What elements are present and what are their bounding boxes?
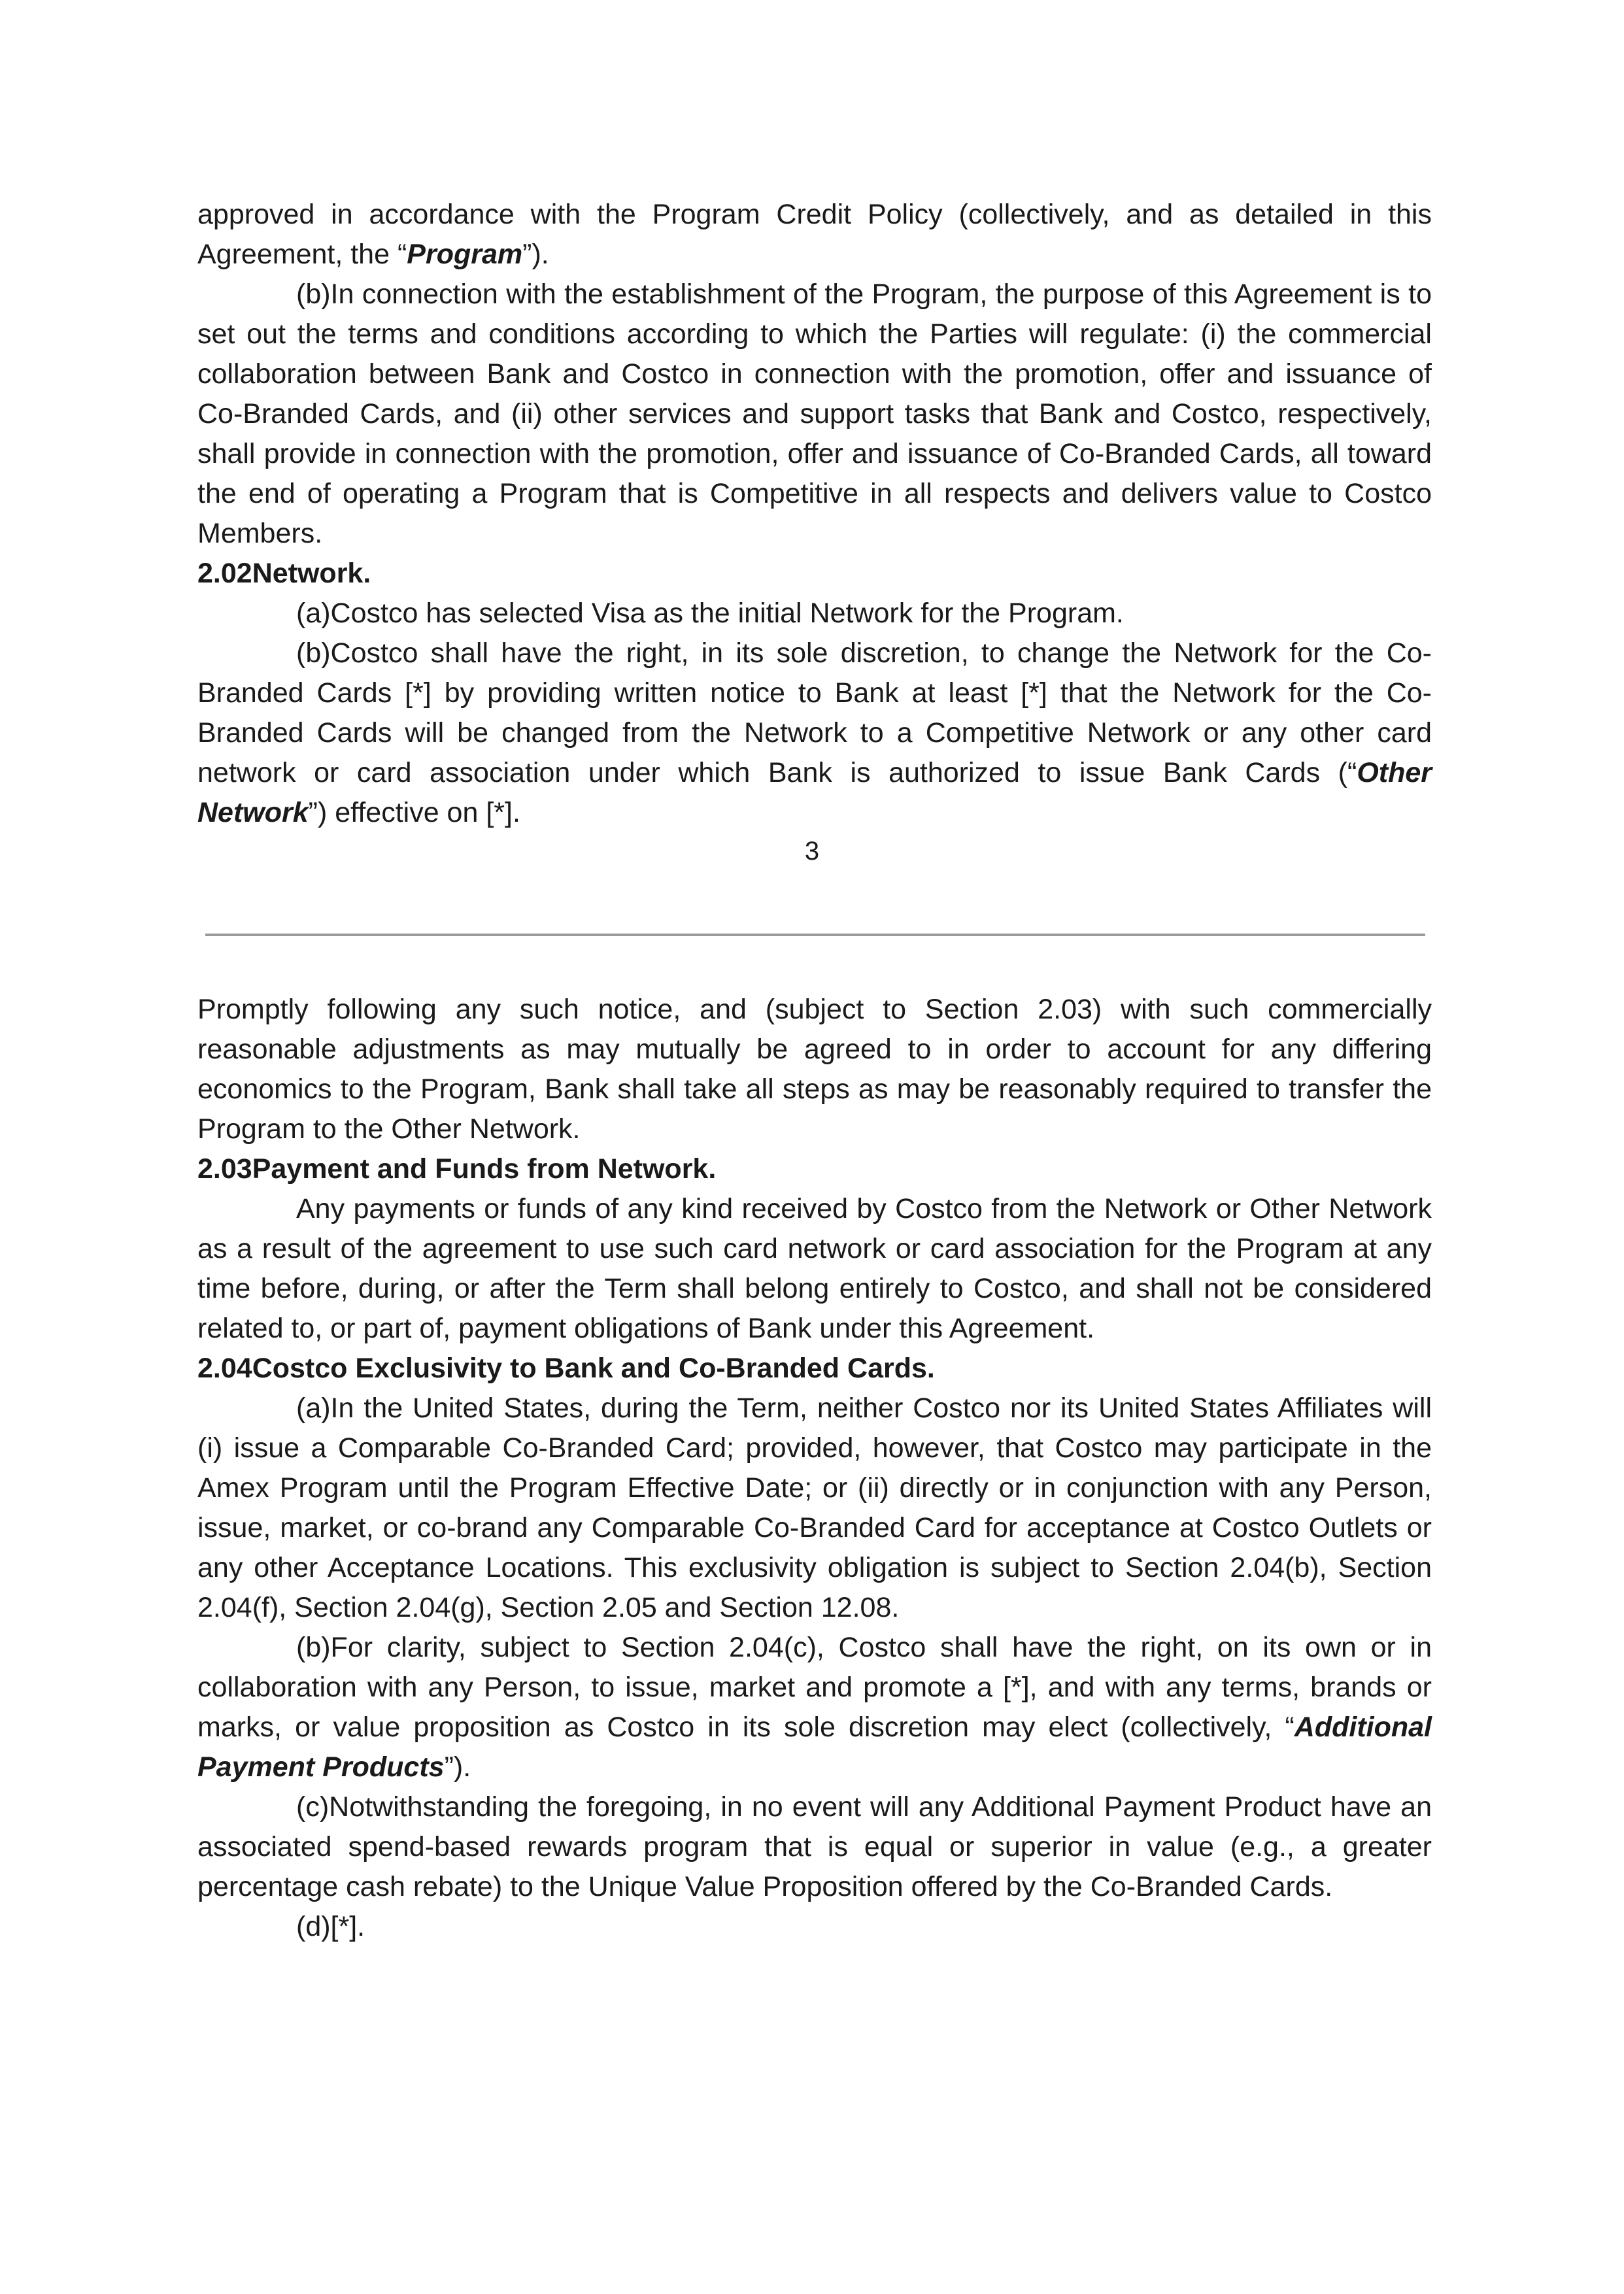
paragraph-text: approved in accordance with the Program Credit Policy (collectively, and as detailed in this Agreement, the “ (197, 199, 1432, 270)
defined-term-program: Program (407, 239, 523, 270)
section-heading-2-02: 2.02Network. (197, 558, 371, 589)
section-heading-2-03: 2.03Payment and Funds from Network. (197, 1153, 717, 1185)
paragraph-2-04-d: (d)[*]. (296, 1911, 365, 1942)
defined-term-additional-payment-products: Additional Payment Products (197, 1712, 1432, 1783)
paragraph-2-01-b: (b)In connection with the establishment of the Program, the purpose of this Agreement is to set out the terms and conditions according to which the Parties will regulate: (i) the commercial collaboration between Bank and Costco in connection with the promotion, offer and issuance of Co-Branded Cards, and (ii) other services and support tasks that Bank and Costco, respectively, shall provide in connection with the promotion, offer and issuance of Co-Branded Cards, all toward the end of operating a Program that is Competitive in all respects and delivers value to Costco Members. (197, 278, 1432, 549)
paragraph-text: ”) effective on [*]. (308, 797, 520, 828)
paragraph-text: (b)For clarity, subject to Section 2.04(c), Costco shall have the right, on its own or in collaboration with any Person, to issue, market and promote a [*], and with any terms, brands or marks, or value proposition as Costco in its sole discretion may elect (collectively, “ (197, 1632, 1432, 1743)
page-3-body (197, 195, 1432, 833)
paragraph-text: ”). (444, 1751, 471, 1783)
defined-term-other-network: Other Network (197, 757, 1432, 828)
paragraph-2-04-c: (c)Notwithstanding the foregoing, in no event will any Additional Payment Product have an associated spend-based rewards program that is equal or superior in value (e.g., a greater percentage cash rebate) to the Unique Value Proposition offered by the Co-Branded Cards. (197, 1791, 1432, 1902)
paragraph-2-02-a: (a)Costco has selected Visa as the initial Network for the Program. (296, 598, 1124, 629)
paragraph-program-definition (197, 195, 1432, 275)
page-4-body (197, 990, 1432, 1947)
page-divider (205, 934, 1425, 936)
paragraph-2-03: Any payments or funds of any kind received by Costco from the Network or Other Network as a result of the agreement to use such card network or card association for the Program at any time before, during, or after the Term shall belong entirely to Costco, and shall not be considered related to, or part of, payment obligations of Bank under this Agreement. (197, 1193, 1432, 1344)
paragraph-2-02-b (197, 633, 1432, 833)
paragraph-2-04-a: (a)In the United States, during the Term, neither Costco nor its United States Affiliates will (i) issue a Comparable Co-Branded Card; provided, however, that Costco may participate in the Amex Program until the Program Effective Date; or (ii) directly or in conjunction with any Person, issue, market, or co-brand any Comparable Co-Branded Card for acceptance at Costco Outlets or any other Acceptance Locations. This exclusivity obligation is subject to Section 2.04(b), Section 2.04(f), Section 2.04(g), Section 2.05 and Section 12.08. (197, 1392, 1432, 1623)
paragraph-continuation: Promptly following any such notice, and (subject to Section 2.03) with such commercially reasonable adjustments as may mutually be agreed to in order to account for any differing economics to the Program, Bank shall take all steps as may be reasonably required to transfer the Program to the Other Network. (197, 994, 1432, 1145)
page-number: 3 (804, 837, 820, 866)
section-heading-2-04: 2.04Costco Exclusivity to Bank and Co-Branded Cards. (197, 1353, 935, 1384)
paragraph-text: ”). (522, 239, 549, 270)
paragraph-2-04-b (197, 1628, 1432, 1787)
paragraph-text: (b)Costco shall have the right, in its sole discretion, to change the Network for the Co-Branded Cards [*] by providing written notice to Bank at least [*] that the Network for the Co-Branded Cards will be changed from the Network to a Competitive Network or any other card network or card association under which Bank is authorized to issue Bank Cards (“ (197, 637, 1432, 788)
